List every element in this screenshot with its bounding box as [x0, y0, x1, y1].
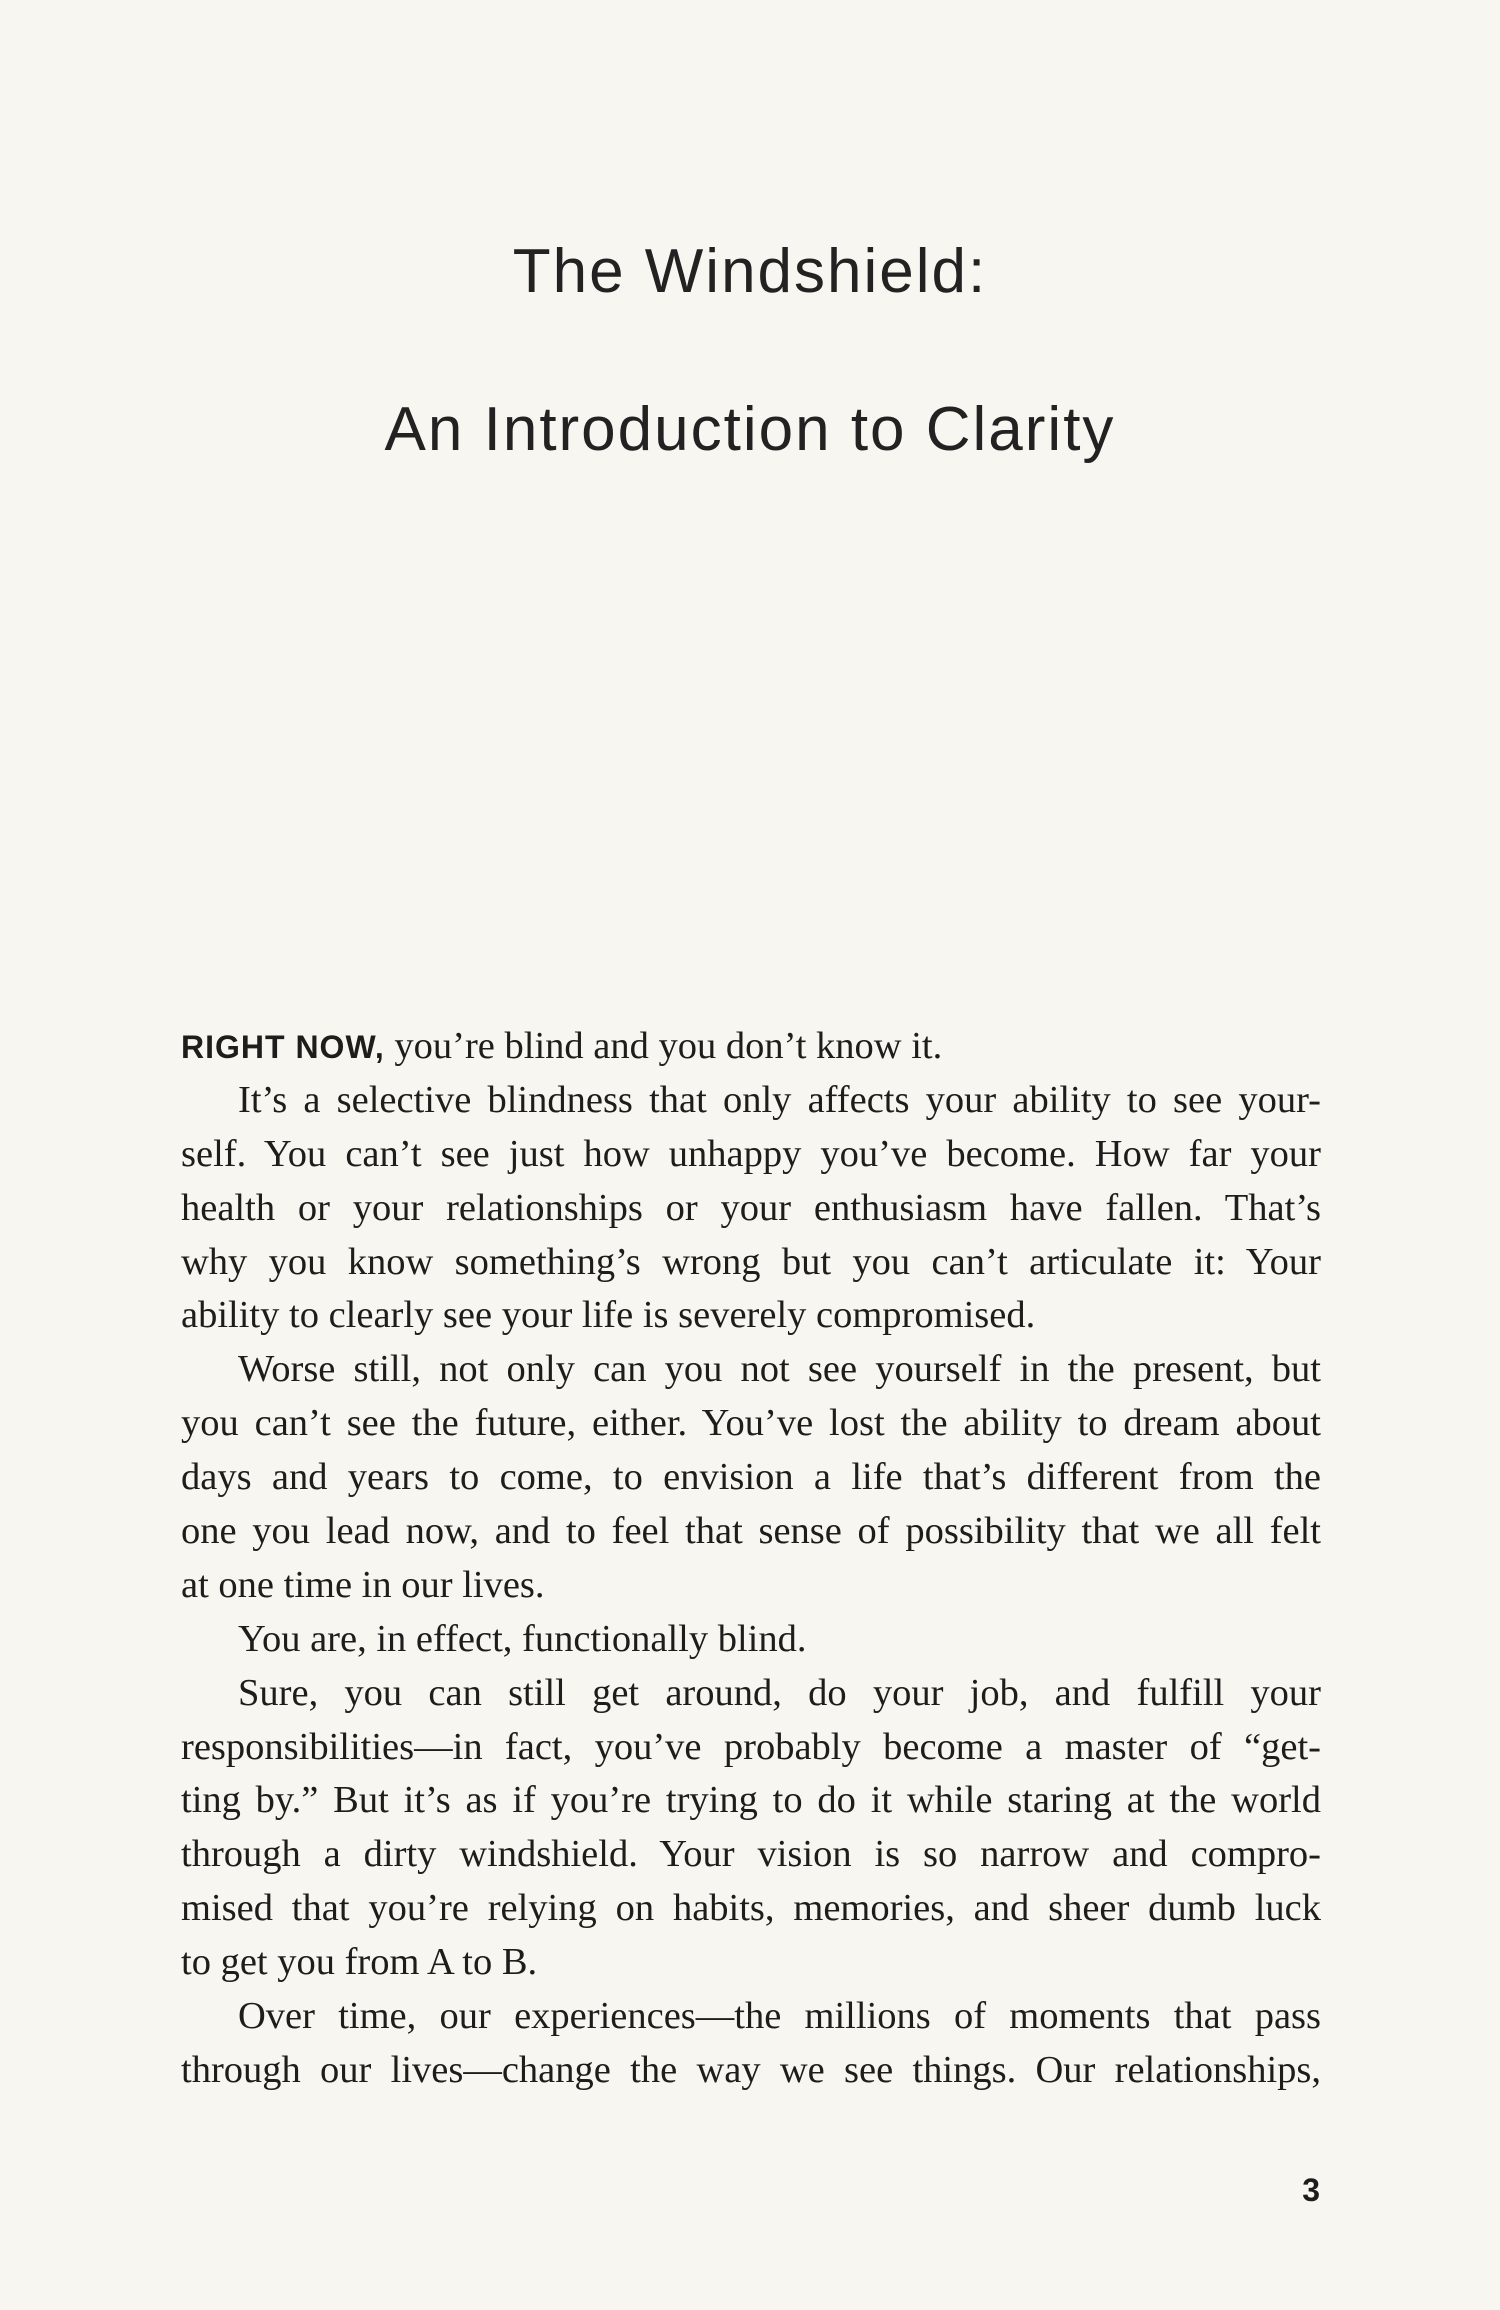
text-line — [181, 1828, 1321, 1882]
lead-in-caps: RIGHT NOW, — [181, 1029, 385, 1065]
paragraph — [181, 1020, 1321, 1074]
line-text: Sure, you can still get around, do your job, and fulfill your — [238, 1671, 1321, 1714]
chapter-title-line-2: An Introduction to Clarity — [384, 395, 1116, 464]
chapter-title-line-1: The Windshield: — [512, 237, 988, 306]
text-line — [181, 1397, 1321, 1451]
text-line — [181, 1128, 1321, 1182]
text-line — [181, 1020, 1321, 1074]
text-line — [181, 1559, 1321, 1613]
text-line — [181, 1882, 1321, 1936]
text-line — [181, 1074, 1321, 1128]
text-line — [181, 2044, 1321, 2098]
text-line — [181, 1990, 1321, 2044]
text-line — [181, 1774, 1321, 1828]
text-line — [181, 1182, 1321, 1236]
line-text: at one time in our lives. — [181, 1563, 545, 1606]
chapter-body-text — [181, 1020, 1321, 2098]
text-line — [181, 1289, 1321, 1343]
line-text: to get you from A to B. — [181, 1941, 538, 1984]
text-line — [181, 1343, 1321, 1397]
text-line — [181, 1505, 1321, 1559]
paragraph — [181, 1667, 1321, 1990]
line-text: days and years to come, to envision a life that’s different from the — [181, 1456, 1321, 1499]
paragraph — [181, 1343, 1321, 1612]
line-text: It’s a selective blindness that only affects your ability to see your- — [238, 1078, 1321, 1121]
line-text: responsibilities—in fact, you’ve probably become a master of “get- — [181, 1725, 1321, 1768]
text-line — [181, 1236, 1321, 1290]
line-text: through our lives—change the way we see things. Our relationships, — [181, 2048, 1321, 2091]
text-line — [181, 1451, 1321, 1505]
text-line — [181, 1613, 1321, 1667]
paragraph — [181, 1990, 1321, 2098]
line-text: ting by.” But it’s as if you’re trying to do it while staring at the world — [181, 1779, 1321, 1822]
line-text: You are, in effect, functionally blind. — [238, 1617, 807, 1660]
line-text: self. You can’t see just how unhappy you’ve become. How far your — [181, 1132, 1321, 1175]
line-text: ability to clearly see your life is severely compromised. — [181, 1294, 1036, 1337]
paragraph — [181, 1613, 1321, 1667]
page-number: 3 — [1302, 2172, 1320, 2208]
text-line — [181, 1936, 1321, 1990]
text-line — [181, 1667, 1321, 1721]
line-text: one you lead now, and to feel that sense of possibility that we all felt — [181, 1510, 1321, 1553]
text-line — [181, 1721, 1321, 1775]
line-text: why you know something’s wrong but you can’t articulate it: Your — [181, 1240, 1321, 1283]
line-text: you can’t see the future, either. You’ve lost the ability to dream about — [181, 1402, 1321, 1445]
line-text: Over time, our experiences—the millions of moments that pass — [238, 1995, 1321, 2038]
line-text: you’re blind and you don’t know it. — [384, 1025, 943, 1067]
line-text: health or your relationships or your enthusiasm have fallen. That’s — [181, 1186, 1321, 1229]
paragraph — [181, 1074, 1321, 1343]
line-text: mised that you’re relying on habits, memories, and sheer dumb luck — [181, 1887, 1321, 1930]
line-text: through a dirty windshield. Your vision is so narrow and compro- — [181, 1833, 1321, 1876]
line-text: Worse still, not only can you not see yourself in the present, but — [238, 1348, 1321, 1391]
